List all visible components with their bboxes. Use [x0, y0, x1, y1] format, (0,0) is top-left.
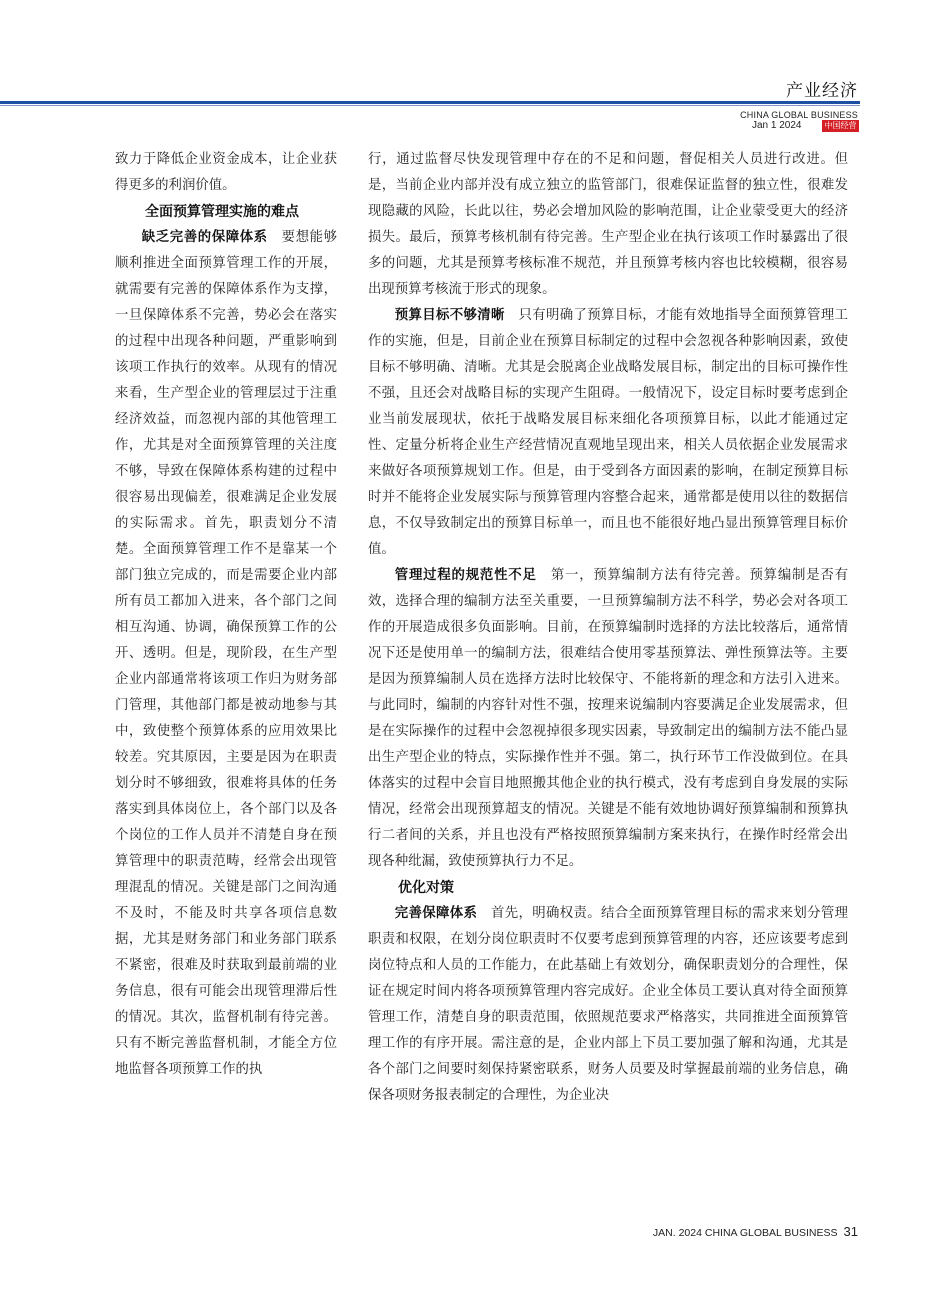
- paragraph: [368, 563, 848, 875]
- right-column: [368, 147, 848, 1109]
- issue-date: Jan 1 2024: [752, 120, 802, 131]
- paragraph-lead: 管理过程的规范性不足: [394, 568, 537, 583]
- page-footer: [653, 1224, 858, 1239]
- paragraph-lead: 缺乏完善的保障体系: [141, 230, 268, 245]
- paragraph: [368, 901, 848, 1109]
- section-heading: 全面预算管理实施的难点: [145, 204, 299, 220]
- paragraph-body: 首先，明确权责。结合全面预算管理目标的需求来划分管理职责和权限，在划分岗位职责时不仅要考虑到预算管理的内容，还应该要考虑到岗位特点和人员的工作能力，在此基础上有效划分，确保职责划分的合理性，保证在规定时间内将各项预算管理内容完成好。企业全体员工要认真对待全面预算管理工作，清楚自身的职责范围，依照规范要求严格落实，共同推进全面预算管理工作的有序开展。需注意的是，企业内部上下员工要加强了解和沟通，尤其是各个部门之间要时刻保持紧密联系，财务人员要及时掌握最前端的业务信息，确保各项财务报表制定的合理性，为企业决: [368, 906, 849, 1103]
- section-title: 产业经济: [786, 81, 858, 101]
- header-rule-thin: [0, 105, 860, 106]
- paragraph-lead: 预算目标不够清晰: [394, 308, 505, 323]
- page-number: 31: [843, 1224, 858, 1239]
- footer-text: JAN. 2024 CHINA GLOBAL BUSINESS: [652, 1227, 838, 1239]
- section-heading: 优化对策: [398, 880, 454, 896]
- paragraph: [115, 225, 337, 1083]
- header-rule: [0, 101, 860, 104]
- publication-name: CHINA GLOBAL BUSINESS: [740, 110, 858, 120]
- paragraph-body: 要想能够顺利推进全面预算管理工作的开展，就需要有完善的保障体系作为支撑，一旦保障体系不完善，势必会在落实的过程中出现各种问题，严重影响到该项工作执行的效率。从现有的情况来看，生产型企业的管理层过于注重经济效益，而忽视内部的其他管理工作，尤其是对全面预算管理的关注度不够，导致在保障体系构建的过程中很容易出现偏差，很难满足企业发展的实际需求。首先，职责划分不清楚。全面预算管理工作不是靠某一个部门独立完成的，而是需要企业内部所有员工都加入进来，各个部门之间相互沟通、协调，确保预算工作的公开、透明。但是，现阶段，在生产型企业内部通常将该项工作归为财务部门管理，其他部门都是被动地参与其中，致使整个预算体系的应用效果比较差。究其原因，主要是因为在职责划分时不够细致，很难将具体的任务落实到具体岗位上，各个部门以及各个岗位的工作人员并不清楚自身在预算管理中的职责范畴，经常会出现管理混乱的情况。关键是部门之间沟通不及时，不能及时共享各项信息数据，尤其是财务部门和业务部门联系不紧密，很难及时获取到最前端的业务信息，很有可能会出现管理滞后性的情况。其次，监督机制有待完善。只有不断完善监督机制，才能全方位地监督各项预算工作的执: [115, 230, 338, 1077]
- paragraph-body: 只有明确了预算目标，才能有效地指导全面预算管理工作的实施，但是，目前企业在预算目标制定的过程中会忽视各种影响因素，致使目标不够明确、清晰。尤其是会脱离企业战略发展目标，制定出的目标可操作性不强，且还会对战略目标的实现产生阻碍。一般情况下，设定目标时要考虑到企业当前发展现状，依托于战略发展目标来细化各项预算目标，以此才能通过定性、定量分析将企业生产经营情况直观地呈现出来，相关人员依据企业发展需求来做好各项预算规划工作。但是，由于受到各方面因素的影响，在制定预算目标时并不能将企业发展实际与预算管理内容整合起来，通常都是使用以往的数据信息，不仅导致制定出的预算目标单一，而且也不能很好地凸显出预算管理目标价值。: [368, 308, 848, 557]
- paragraph: [368, 303, 848, 563]
- paragraph-lead: 完善保障体系: [394, 906, 478, 921]
- left-column: [115, 147, 337, 1083]
- paragraph: 致力于降低企业资金成本，让企业获得更多的利润价值。: [115, 152, 337, 193]
- paragraph-body: 第一，预算编制方法有待完善。预算编制是否有效，选择合理的编制方法至关重要，一旦预算编制方法不科学，势必会对各项工作的开展造成很多负面影响。目前，在预算编制时选择的方法比较落后，通常情况下还是使用单一的编制方法，很难结合使用零基预算法、弹性预算法等。主要是因为预算编制人员在选择方法时比较保守、不能将新的理念和方法引入进来。与此同时，编制的内容针对性不强，按理来说编制内容要满足企业发展需求，但是在实际操作的过程中会忽视掉很多现实因素，导致制定出的编制方法不能凸显出生产型企业的特点，实际操作性并不强。第二，执行环节工作没做到位。在具体落实的过程中会盲目地照搬其他企业的执行模式，没有考虑到自身发展的实际情况，经常会出现预算超支的情况。关键是不能有效地协调好预算编制和预算执行二者间的关系，并且也没有严格按照预算编制方案来执行，在操作时经常会出现各种纰漏，致使预算执行力不足。: [368, 568, 848, 869]
- publication-logo: 中国经营: [822, 120, 859, 132]
- paragraph: 行，通过监督尽快发现管理中存在的不足和问题，督促相关人员进行改进。但是，当前企业内部并没有成立独立的监管部门，很难保证监督的独立性，很难发现隐藏的风险，长此以往，势必会增加风险的影响范围，让企业蒙受更大的经济损失。最后，预算考核机制有待完善。生产型企业在执行该项工作时暴露出了很多的问题，尤其是预算考核标准不规范，并且预算考核内容也比较模糊，很容易出现预算考核流于形式的现象。: [368, 152, 848, 297]
